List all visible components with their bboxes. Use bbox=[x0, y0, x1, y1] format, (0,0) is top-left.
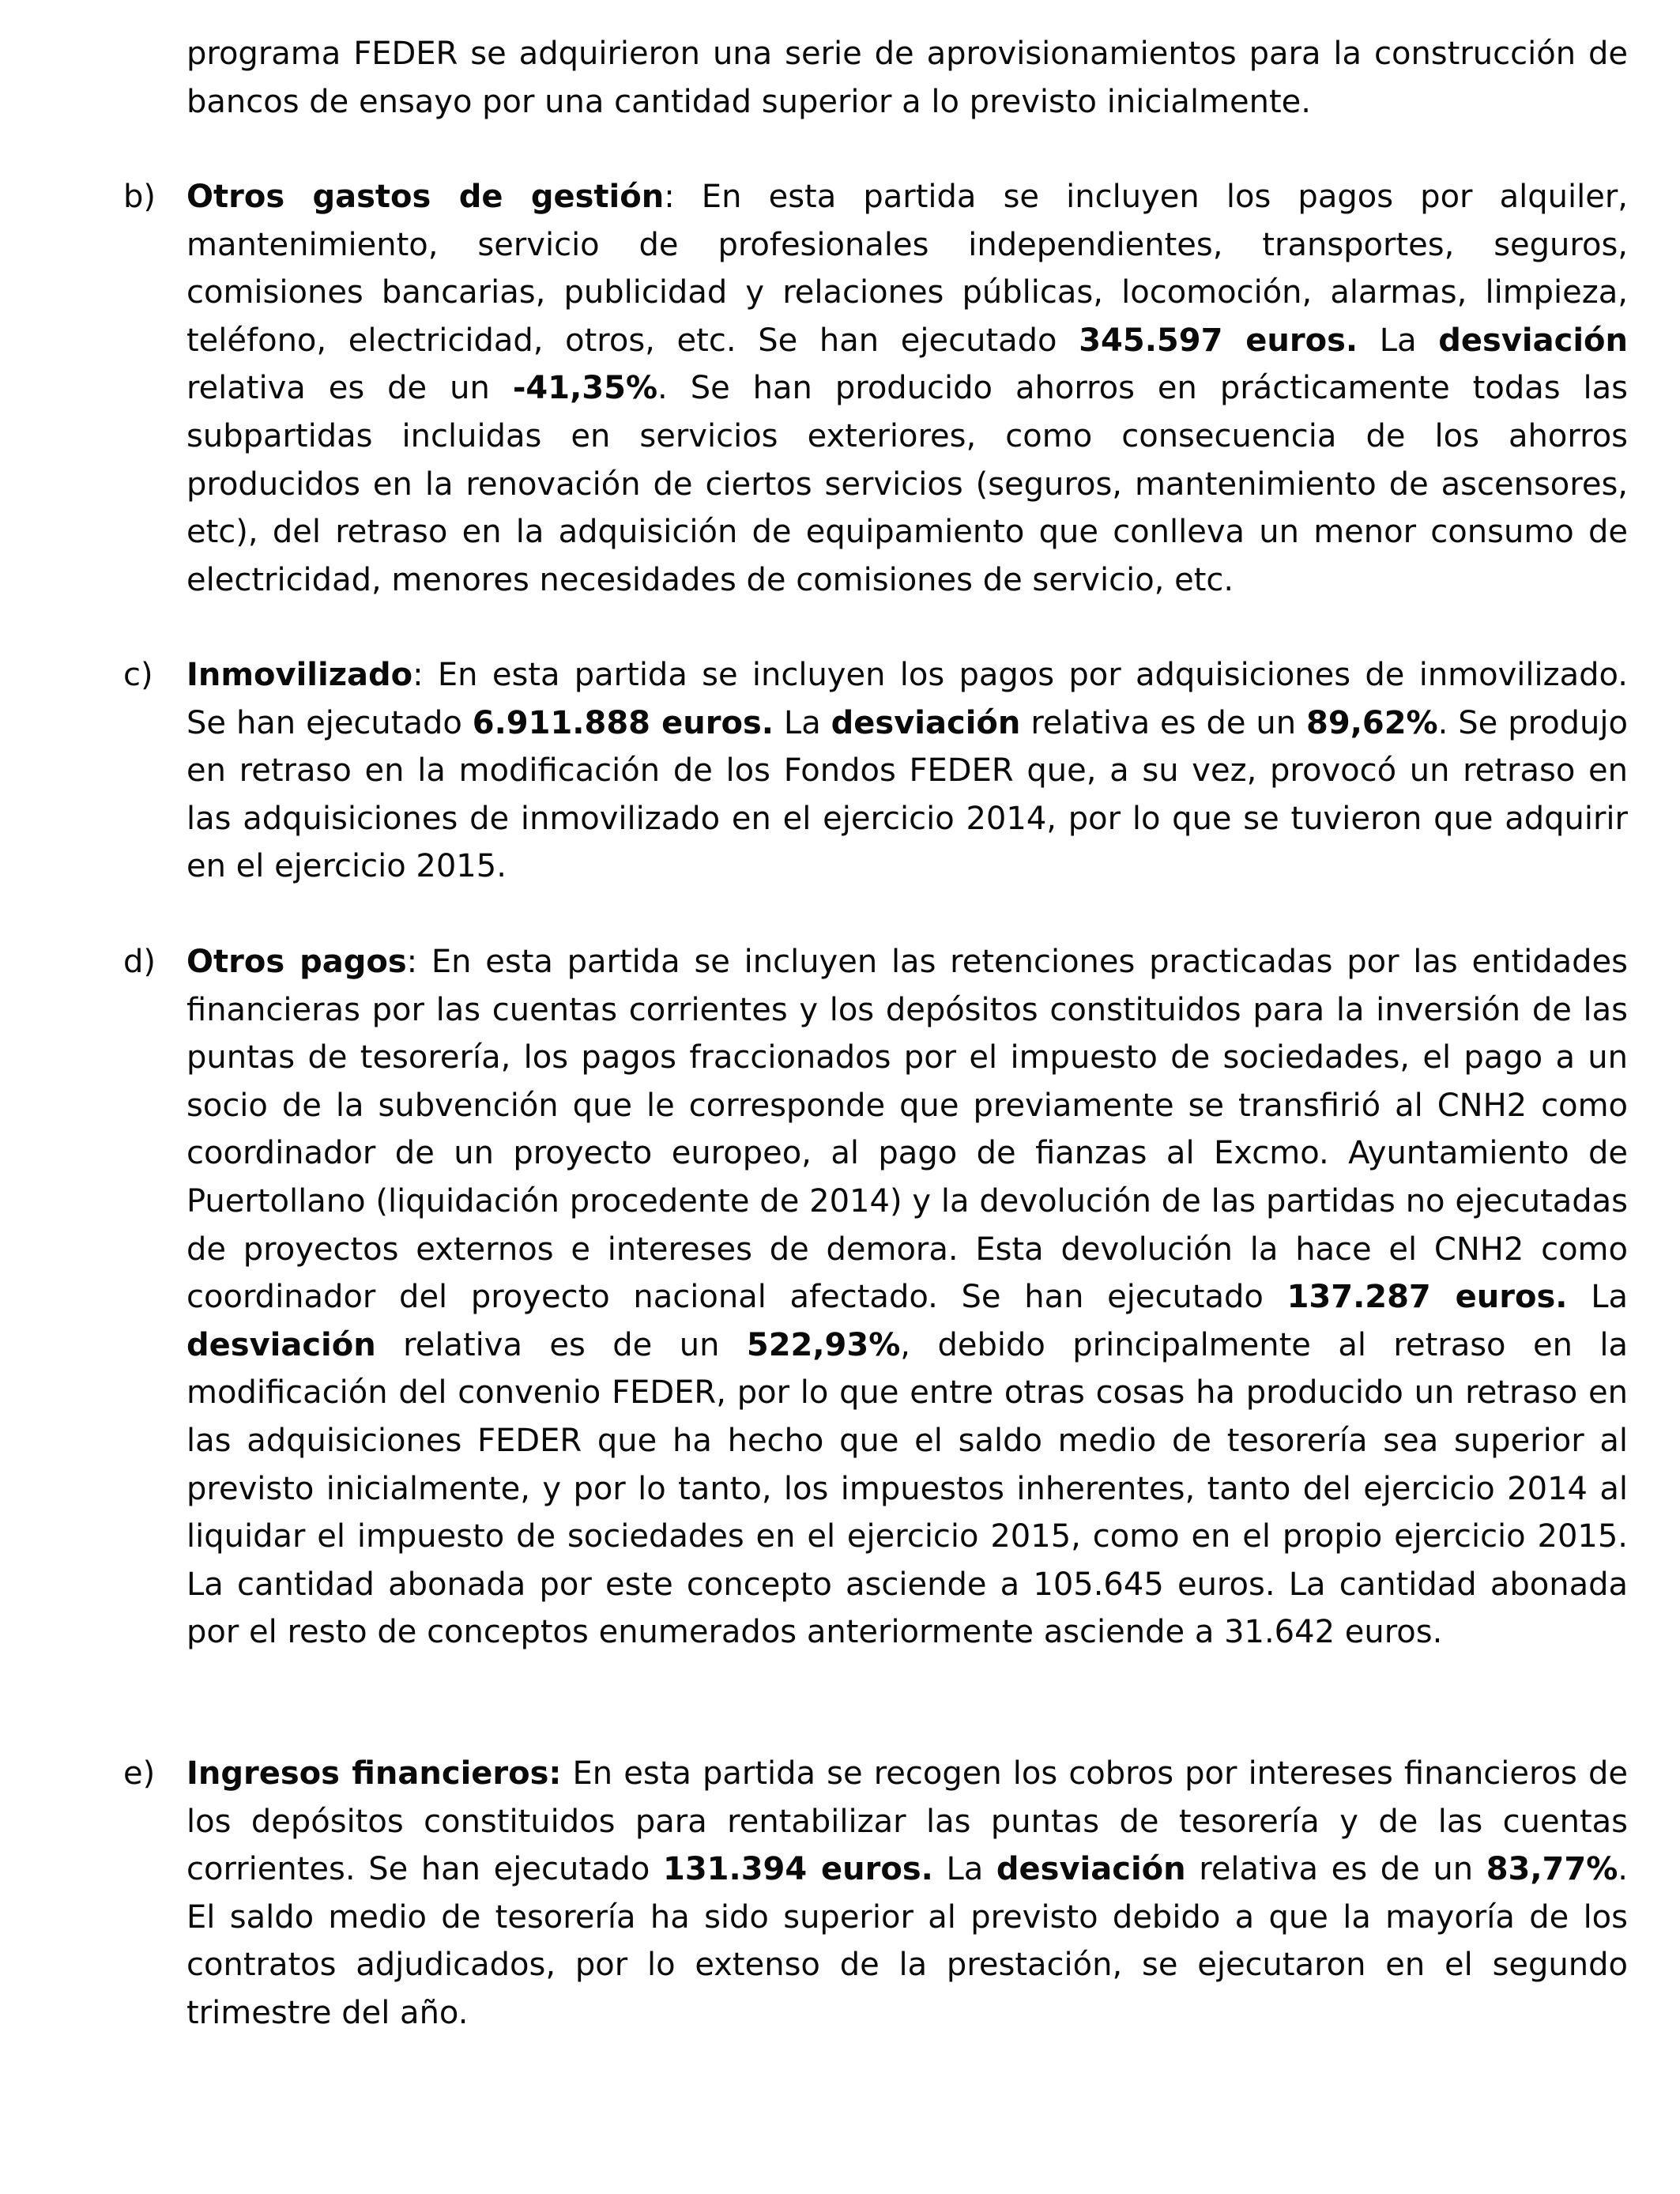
list-marker: c) bbox=[123, 657, 153, 693]
list-item-d bbox=[123, 938, 1628, 1657]
list-item-e bbox=[123, 1750, 1629, 2038]
paragraph-text: : En esta partida se incluyen las retenciones practicadas por las entidades financieras por las cuentas corrientes y los depósitos constituidos para la inversión de las puntas de tesorería, los pagos fraccionados por el impuesto de sociedades, el pago a un socio de la subvención que le corresponde que previamente se transfirió al CNH2 como coordinador de un proyecto europeo, al pago de fianzas al Excmo. Ayuntamiento de Puertollano (liquidación procedente de 2014) y la devolución de las partidas no ejecutadas de proyectos externos e intereses de demora. Esta devolución la hace el CNH2 como coordinador del proyecto nacional afectado. Se han ejecutado bbox=[186, 944, 1628, 1316]
paragraph-text: La bbox=[1567, 1279, 1628, 1316]
paragraph-text: . Se han producido ahorros en prácticamente todas las subpartidas incluidas en servicios exteriores, como consecuencia de los ahorros producidos en la renovación de ciertos servicios (seguros, mantenimiento de ascensores, etc), del retraso en la adquisición de equipamiento que conlleva un menor consumo de electricidad, menores necesidades de comisiones de servicio, etc. bbox=[186, 370, 1629, 598]
deviation-value: 89,62% bbox=[1306, 704, 1438, 741]
executed-amount: 131.394 euros. bbox=[663, 1851, 933, 1888]
list-item-a-continuation bbox=[186, 30, 1628, 126]
list-marker: d) bbox=[123, 944, 156, 980]
paragraph-text: : En esta partida se incluyen los pagos por adquisiciones de inmovilizado. Se han ejecutado bbox=[186, 657, 1628, 741]
list-marker: e) bbox=[123, 1755, 156, 1792]
paragraph-text: . Se produjo en retraso en la modificación de los Fondos FEDER que, a su vez, provocó un retraso en las adquisiciones de inmovilizado en el ejercicio 2014, por lo que se tuvieron que adquirir en el ejercicio 2015. bbox=[186, 704, 1628, 885]
executed-amount: 6.911.888 euros. bbox=[472, 704, 774, 741]
item-heading: Inmovilizado bbox=[186, 657, 413, 693]
deviation-label: desviación bbox=[1438, 322, 1628, 359]
item-heading: Otros gastos de gestión bbox=[186, 179, 665, 215]
paragraph-text: : En esta partida se incluyen los pagos por alquiler, mantenimiento, servicio de profesionales independientes, transportes, seguros, comisiones bancarias, publicidad y relaciones públicas, locomoción, alarmas, limpieza, teléfono, electricidad, otros, etc. Se han ejecutado bbox=[186, 179, 1628, 359]
paragraph-text: , debido principalmente al retraso en la modificación del convenio FEDER, por lo que entre otras cosas ha producido un retraso en las adquisiciones FEDER que ha hecho que el saldo medio de tesorería sea superior al previsto inicialmente, y por lo tanto, los impuestos inherentes, tanto del ejercicio 2014 al liquidar el impuesto de sociedades en el ejercicio 2015, como en el propio ejercicio 2015. La cantidad abonada por este concepto asciende a 105.645 euros. La cantidad abonada por el resto de conceptos enumerados anteriormente asciende a 31.642 euros. bbox=[186, 1326, 1628, 1651]
list-item-b bbox=[123, 173, 1629, 604]
deviation-label: desviación bbox=[996, 1851, 1186, 1888]
item-heading: Otros pagos bbox=[186, 944, 407, 980]
deviation-value: -41,35% bbox=[512, 370, 658, 407]
paragraph-text: La bbox=[932, 1851, 996, 1888]
paragraph-text: programa FEDER se adquirieron una serie de aprovisionamientos para la construcción de bancos de ensayo por una cantidad superior a lo previsto inicialmente. bbox=[186, 36, 1628, 120]
list-marker: b) bbox=[123, 179, 156, 215]
paragraph-text: En esta partida se recogen los cobros por intereses financieros de los depósitos constituidos para rentabilizar las puntas de tesorería y de las cuentas corrientes. Se han ejecutado bbox=[186, 1755, 1628, 1888]
deviation-label: desviación bbox=[831, 704, 1021, 741]
paragraph-text: relativa es de un bbox=[1020, 704, 1307, 741]
deviation-value: 83,77% bbox=[1486, 1851, 1618, 1888]
deviation-value: 522,93% bbox=[746, 1326, 901, 1363]
list-item-c bbox=[123, 651, 1628, 891]
paragraph-text: La bbox=[1358, 322, 1439, 359]
paragraph-text: La bbox=[773, 704, 831, 741]
executed-amount: 345.597 euros. bbox=[1079, 322, 1358, 359]
item-heading: Ingresos financieros: bbox=[186, 1755, 562, 1792]
deviation-label: desviación bbox=[186, 1326, 376, 1363]
paragraph-text: relativa es de un bbox=[1185, 1851, 1486, 1888]
paragraph-text: relativa es de un bbox=[375, 1326, 747, 1363]
paragraph-text: relativa es de un bbox=[186, 370, 513, 407]
executed-amount: 137.287 euros. bbox=[1286, 1279, 1568, 1316]
paragraph-text: . El saldo medio de tesorería ha sido superior al previsto debido a que la mayoría de los contratos adjudicados, por lo extenso de la prestación, se ejecutaron en el segundo trimestre del año. bbox=[186, 1851, 1629, 2031]
